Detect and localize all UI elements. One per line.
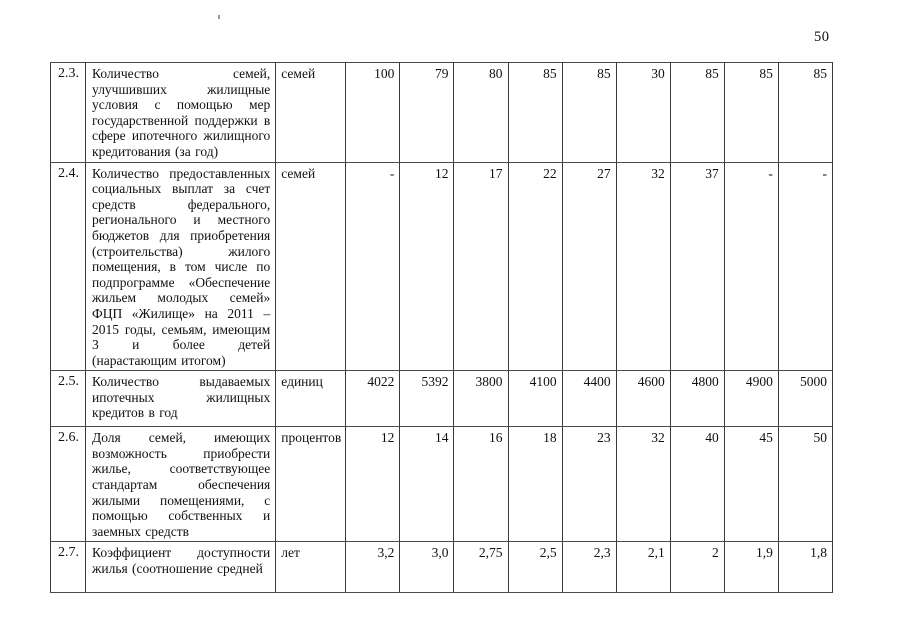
indicator-name: Доля семей, имеющих возможность приобрести жилье, соответствующее стандартам обеспечения жилыми помещениями, с помощью собственных и заемных средств <box>86 427 276 542</box>
value-cell: 5392 <box>400 371 454 427</box>
scan-artifact-dot <box>218 15 220 19</box>
value-cell: 2,5 <box>508 542 562 593</box>
value-cell: 22 <box>508 162 562 371</box>
value-cell: 16 <box>454 427 508 542</box>
value-cell: 85 <box>508 63 562 163</box>
indicator-name: Количество предоставленных социальных выплат за счет средств федерального, регионального и местного бюджетов для приобретения (строительства) жилого помещения, в том числе по подпрограмме «Обеспечение жильем молодых семей» ФЦП «Жилище» на 2011 – 2015 годы, семьям, имеющим 3 и более детей (нарастающим итогом) <box>86 162 276 371</box>
value-cell: 17 <box>454 162 508 371</box>
value-cell: 85 <box>562 63 616 163</box>
row-number: 2.6. <box>51 427 86 542</box>
page-number: 50 <box>814 29 830 45</box>
value-cell: 2,3 <box>562 542 616 593</box>
value-cell: 18 <box>508 427 562 542</box>
value-cell: 4600 <box>616 371 670 427</box>
value-cell: - <box>724 162 778 371</box>
row-number: 2.3. <box>51 63 86 163</box>
value-cell: 2,75 <box>454 542 508 593</box>
unit-cell: процентов <box>276 427 346 542</box>
value-cell: 32 <box>616 427 670 542</box>
value-cell: 50 <box>778 427 832 542</box>
value-cell: 1,9 <box>724 542 778 593</box>
value-cell: 85 <box>724 63 778 163</box>
indicator-name: Количество выдаваемых ипотечных жилищных кредитов в год <box>86 371 276 427</box>
value-cell: 1,8 <box>778 542 832 593</box>
value-cell: 32 <box>616 162 670 371</box>
row-number: 2.4. <box>51 162 86 371</box>
table-row <box>51 542 833 593</box>
value-cell: 3,0 <box>400 542 454 593</box>
value-cell: 12 <box>400 162 454 371</box>
unit-cell: семей <box>276 63 346 163</box>
value-cell: 85 <box>778 63 832 163</box>
value-cell: 2,1 <box>616 542 670 593</box>
value-cell: 45 <box>724 427 778 542</box>
value-cell: 2 <box>670 542 724 593</box>
value-cell: 85 <box>670 63 724 163</box>
table-row <box>51 371 833 427</box>
table-row <box>51 63 833 163</box>
table-row <box>51 162 833 371</box>
value-cell: 79 <box>400 63 454 163</box>
value-cell: 23 <box>562 427 616 542</box>
indicator-name: Количество семей, улучшивших жилищные условия с помощью мер государственной поддержки в сфере ипотечного жилищного кредитования (за год) <box>86 63 276 163</box>
value-cell: 80 <box>454 63 508 163</box>
value-cell: 3800 <box>454 371 508 427</box>
unit-cell: семей <box>276 162 346 371</box>
value-cell: 100 <box>346 63 400 163</box>
value-cell: - <box>778 162 832 371</box>
unit-cell: лет <box>276 542 346 593</box>
value-cell: 12 <box>346 427 400 542</box>
value-cell: 4800 <box>670 371 724 427</box>
value-cell: 40 <box>670 427 724 542</box>
row-number: 2.5. <box>51 371 86 427</box>
value-cell: 4100 <box>508 371 562 427</box>
unit-cell: единиц <box>276 371 346 427</box>
value-cell: 4900 <box>724 371 778 427</box>
value-cell: - <box>346 162 400 371</box>
value-cell: 27 <box>562 162 616 371</box>
value-cell: 14 <box>400 427 454 542</box>
indicator-name: Коэффициент доступности жилья (соотношение средней <box>86 542 276 593</box>
value-cell: 3,2 <box>346 542 400 593</box>
value-cell: 37 <box>670 162 724 371</box>
table-row <box>51 427 833 542</box>
indicators-table <box>50 62 833 593</box>
row-number: 2.7. <box>51 542 86 593</box>
value-cell: 30 <box>616 63 670 163</box>
value-cell: 5000 <box>778 371 832 427</box>
value-cell: 4022 <box>346 371 400 427</box>
value-cell: 4400 <box>562 371 616 427</box>
